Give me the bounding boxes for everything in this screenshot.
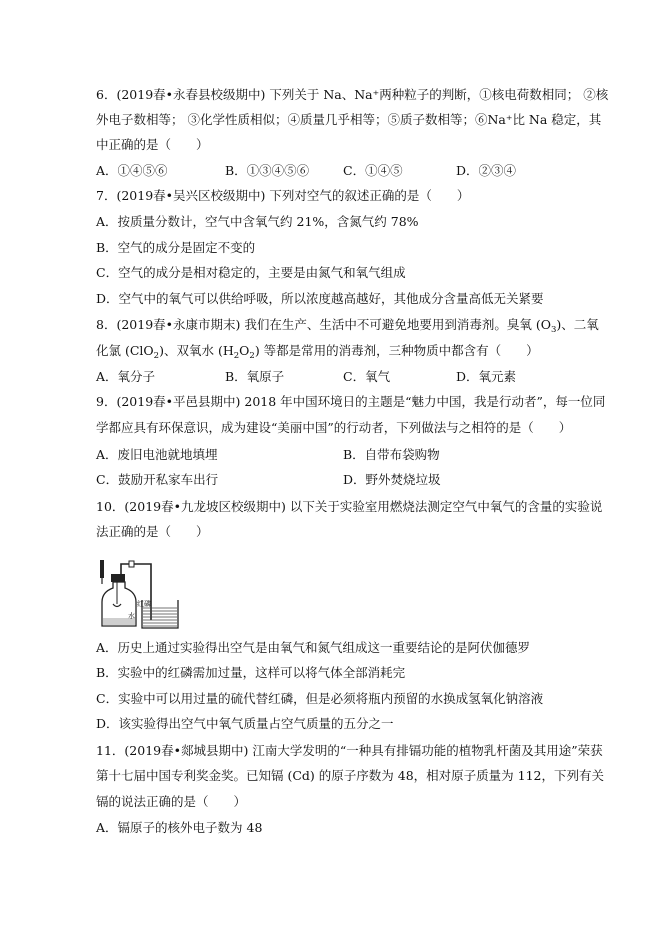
q10-stem-line-2: 法正确的是（ ） <box>96 524 209 539</box>
q7-stem: 7．(2019春•吴兴区校级期中) 下列对空气的叙述正确的是（ ） <box>96 188 470 203</box>
q7-option-b: B．空气的成分是固定不变的 <box>96 240 256 255</box>
beaker-water <box>143 608 177 626</box>
q10-option-c: C．实验中可以用过量的硫代替红磷，但是必须将瓶内预留的水换成氢氧化钠溶液 <box>96 691 544 706</box>
q10-stem-line-1: 10．(2019春•九龙坡区校级期中) 以下关于实验室用燃烧法测定空气中氧气的含量的实验说 <box>96 499 603 514</box>
q6-stem-line-2: 外电子数相等； ③化学性质相似；④质量几乎相等；⑤质子数相等；⑥Na⁺比 Na 稳定，其 <box>96 112 602 127</box>
q11-stem-line-1: 11．(2019春•郯城县期中) 江南大学发明的“一种具有排镉功能的植物乳杆菌及其用途”荣获 <box>96 743 603 758</box>
q9-option-b: B．自带布袋购物 <box>343 447 440 462</box>
q11-stem-line-3: 镉的说法正确的是（ ） <box>96 794 247 809</box>
q10-option-d: D．该实验得出空气中氧气质量占空气质量的五分之一 <box>96 716 394 731</box>
q7-option-d: D．空气中的氧气可以供给呼吸，所以浓度越高越好，其他成分含量高低无关紧要 <box>96 291 544 306</box>
q11-stem-line-2: 第十七届中国专利奖金奖。已知镉 (Cd) 的原子序数为 48，相对原子质量为 112，下列有关 <box>96 768 604 783</box>
q8-stem-line-2: 化氯 (ClO$_2$)、双氧水 $(H_2O_2)$ 等都是常用的消毒剂，三种物质中都含有（ ） <box>96 343 539 361</box>
q10-option-b: B．实验中的红磷需加过量，这样可以将气体全部消耗完 <box>96 665 406 680</box>
q8-stem-line-1: 8．(2019春•永康市期末) 我们在生产、生活中不可避免地要用到消毒剂。臭氧 $(O_3)$、二氧 <box>96 317 599 335</box>
q9-option-a: A．废旧电池就地填埋 <box>96 447 218 462</box>
q7-option-a: A．按质量分数计，空气中含氧气约 21%，含氮气约 78% <box>96 214 419 229</box>
q6-stem-line-1: 6．(2019春•永春县校级期中) 下列关于 Na、Na⁺两种粒子的判断，①核电荷数相同； ②核 <box>96 87 609 102</box>
q9-stem-line-2: 学都应具有环保意识，成为建设“美丽中国”的行动者，下列做法与之相符的是（ ） <box>96 420 572 435</box>
q8-option-c: C．氧气 <box>343 369 391 384</box>
q9-stem-line-1: 9．(2019春•平邑县期中) 2018 年中国环境日的主题是“魅力中国，我是行动者”，每一位同 <box>96 394 606 409</box>
q8-option-b: B．氧原子 <box>225 369 285 384</box>
q9-option-d: D．野外焚烧垃圾 <box>343 472 441 487</box>
apparatus-figure <box>96 556 182 632</box>
q8-option-d: D．氧元素 <box>456 369 517 384</box>
q6-stem-line-3: 中正确的是（ ） <box>96 137 209 152</box>
combustion-spoon <box>113 604 121 607</box>
q9-option-c: C．鼓励开私家车出行 <box>96 472 219 487</box>
q11-option-a: A．镉原子的核外电子数为 48 <box>96 820 263 835</box>
tube-clamp <box>129 561 134 567</box>
figure-label-water: 水 <box>128 612 135 620</box>
q7-option-c: C．空气的成分是相对稳定的，主要是由氮气和氧气组成 <box>96 265 406 280</box>
q6-option-b: B．①③④⑤⑥ <box>225 163 310 178</box>
q8-option-a: A．氧分子 <box>96 369 156 384</box>
q6-option-a: A．①④⑤⑥ <box>96 163 168 178</box>
stopper <box>111 574 125 582</box>
q6-option-d: D．②③④ <box>456 163 517 178</box>
q10-option-a: A．历史上通过实验得出空气是由氧气和氮气组成这一重要结论的是阿伏伽德罗 <box>96 640 531 655</box>
stand-clamp <box>100 560 104 578</box>
q6-option-c: C．①④⑤ <box>343 163 403 178</box>
figure-label-red-phosphorus: 红磷 <box>137 600 151 608</box>
